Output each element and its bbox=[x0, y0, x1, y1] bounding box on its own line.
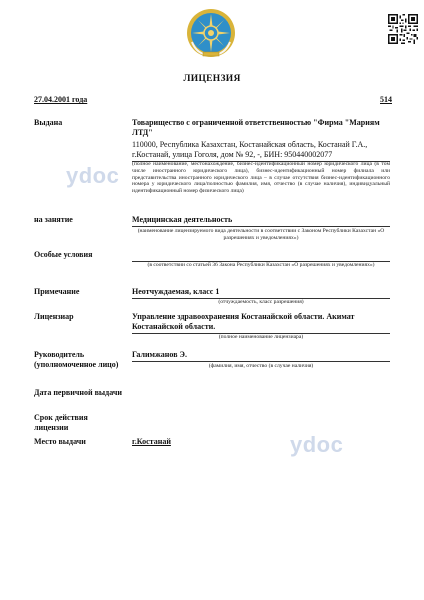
issued-label: Выдана bbox=[34, 118, 63, 127]
activity-label: на занятие bbox=[34, 215, 73, 224]
activity-note: (наименование лицензируемого вида деятельности в соответствии с Законом Республики Казахстан «О разрешениях и уведомлениях») bbox=[137, 228, 385, 241]
licensor-value: Управление здравоохранения Костанайской области. Акимат Костанайской области. bbox=[132, 312, 355, 331]
conditions-label: Особые условия bbox=[34, 250, 93, 259]
head-value: Галимжанов Э. bbox=[132, 350, 187, 359]
head-note: (фамилия, имя, отчество (в случае наличия) bbox=[208, 363, 314, 369]
document-title: ЛИЦЕНЗИЯ bbox=[183, 74, 241, 84]
licensor-note: (полное наименование лицензиара) bbox=[218, 334, 304, 340]
licensor-label: Лицензиар bbox=[34, 312, 74, 321]
remark-label: Примечание bbox=[34, 287, 80, 296]
license-date: 27.04.2001 года bbox=[34, 95, 88, 104]
activity-rule bbox=[132, 226, 390, 227]
watermark: ydoc bbox=[290, 432, 344, 457]
remark-value: Неотчуждаемая, класс 1 bbox=[132, 287, 220, 296]
head-label: Руководитель (уполномоченное лицо) bbox=[34, 350, 119, 369]
activity-value: Медицинская деятельность bbox=[132, 215, 233, 224]
place-value: г.Костанай bbox=[132, 437, 171, 446]
qr-code-icon bbox=[388, 14, 418, 44]
remark-note: (отчуждаемость, класс разрешения) bbox=[218, 299, 304, 305]
issued-name: Товарищество с ограниченной ответственностью "Фирма "Мариям ЛТД" bbox=[132, 118, 380, 137]
conditions-note: (в соответствии со статьей 36 Закона Республики Казахстан «О разрешениях и уведомлениях») bbox=[147, 262, 375, 268]
state-emblem-icon bbox=[186, 8, 236, 58]
place-label: Место выдачи bbox=[34, 437, 86, 446]
issued-note: (полное наименование, местонахождение, бизнес-идентификационный номер юридического лица (в том числе иностранного юридического лица), бизнес-идентификационный номер филиала или представительства иностранного юридического лица – в случае отсутствия бизнес-идентификационного номера у юридического лица/полностью фамилия, имя, отчество (в случае наличия), индивидуальный идентификационный номер физического лица) bbox=[132, 161, 390, 195]
head-rule bbox=[132, 361, 390, 362]
first-issue-label: Дата первичной выдачи bbox=[34, 388, 123, 397]
watermark: ydoc bbox=[66, 163, 120, 188]
validity-label: Срок действия лицензии bbox=[34, 413, 88, 432]
license-number: 514 bbox=[380, 95, 392, 104]
issued-address: 110000, Республика Казахстан, Костанайская область, Костанай Г.А., г.Костанай, улица Гоголя, дом № 92, -, БИН: 950440002077 bbox=[132, 140, 368, 159]
